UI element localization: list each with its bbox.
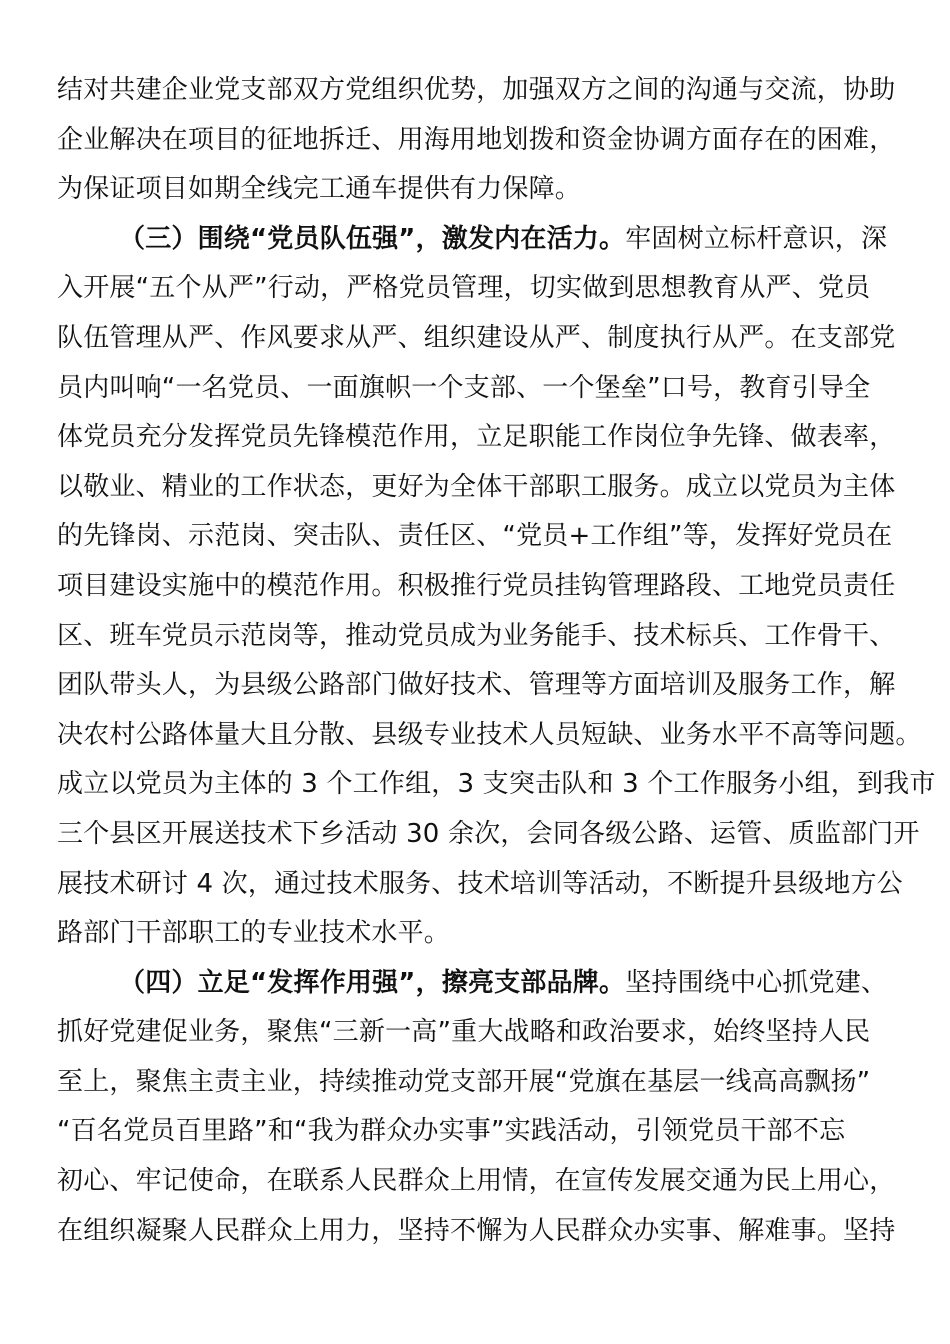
paragraph-2-line: 三个县区开展送技术下乡活动 30 余次，会同各级公路、运管、质监部门开 [57,818,920,849]
paragraph-2-line: 决农村公路体量大且分散、县级专业技术人员短缺、业务水平不高等问题。 [57,719,922,750]
paragraph-1-line-3: 为保证项目如期全线完工通车提供有力保障。 [57,174,582,205]
paragraph-2-line: 成立以党员为主体的 3 个工作组，3 支突击队和 3 个工作服务小组，到我市 [57,769,936,800]
paragraph-3-line: 在组织凝聚人民群众上用力，坚持不懈为人民群众办实事、解难事。坚持 [57,1215,896,1246]
paragraph-3-line: “百名党员百里路”和“我为群众办实事”实践活动，引领党员干部不忘 [57,1116,846,1147]
paragraph-3-line-1 [57,959,893,1009]
paragraph-2-line: 团队带头人，为县级公路部门做好技术、管理等方面培训及服务工作，解 [57,670,896,701]
paragraph-2-line-1-text: 牢固树立标杆意识，深 [625,223,888,254]
paragraph-2-line: 区、班车党员示范岗等，推动党员成为业务能手、技术标兵、工作骨干、 [57,620,896,651]
paragraph-3-line-1-text: 坚持围绕中心抓党建、 [625,967,888,998]
paragraph-2-line-1 [57,215,893,265]
paragraph-2-line: 员内叫响“一名党员、一面旗帜一个支部、一个堡垒”口号，教育引导全 [57,372,871,403]
document-body [57,66,936,1256]
paragraph-2-line: 体党员充分发挥党员先锋模范作用，立足职能工作岗位争先锋、做表率， [57,422,896,453]
paragraph-2-line: 以敬业、精业的工作状态，更好为全体干部职工服务。成立以党员为主体 [57,471,896,502]
section-4-heading: （四）立足“发挥作用强”，擦亮支部品牌。 [119,967,626,998]
paragraph-3-line: 至上，聚焦主责主业，持续推动党支部开展“党旗在基层一线高高飘扬” [57,1066,871,1097]
paragraph-2-line: 项目建设实施中的模范作用。积极推行党员挂钩管理路段、工地党员责任 [57,570,896,601]
paragraph-1-line-1: 结对共建企业党支部双方党组织优势，加强双方之间的沟通与交流，协助 [57,75,896,105]
paragraph-2-line: 路部门干部职工的专业技术水平。 [57,918,451,949]
paragraph-2-line: 队伍管理从严、作风要求从严、组织建设从严、制度执行从严。在支部党 [57,322,896,353]
paragraph-3-line: 初心、牢记使命，在联系人民群众上用情，在宣传发展交通为民上用心， [57,1166,896,1197]
paragraph-3-line: 抓好党建促业务，聚焦“三新一高”重大战略和政治要求，始终坚持人民 [57,1017,871,1048]
paragraph-2-line: 展技术研讨 4 次，通过技术服务、技术培训等活动，不断提升县级地方公 [57,868,903,899]
paragraph-1-line-2: 企业解决在项目的征地拆迁、用海用地划拨和资金协调方面存在的困难， [57,124,896,155]
paragraph-2-line: 的先锋岗、示范岗、突击队、责任区、“党员+工作组”等，发挥好党员在 [57,521,893,552]
paragraph-2-line: 入开展“五个从严”行动，严格党员管理，切实做到思想教育从严、党员 [57,273,871,304]
section-3-heading: （三）围绕“党员队伍强”，激发内在活力。 [119,223,626,254]
